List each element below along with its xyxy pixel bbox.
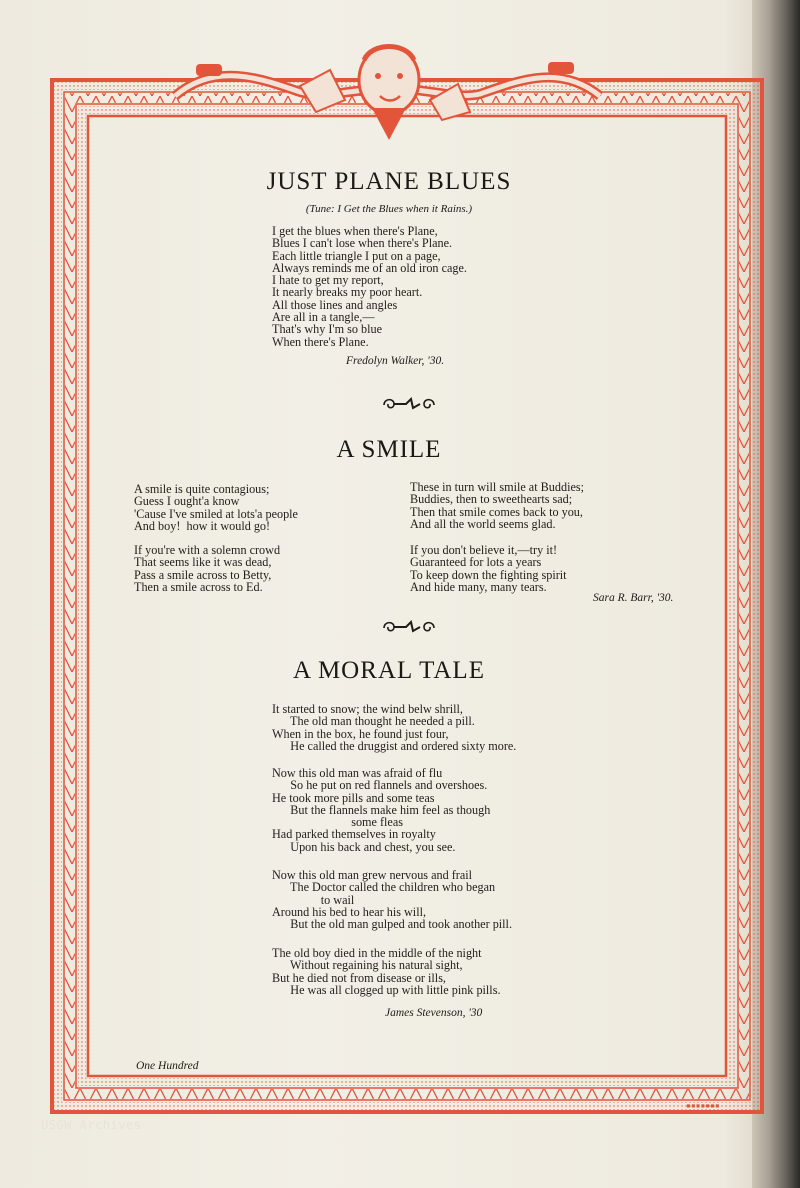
- poem-stanza: Now this old man was afraid of flu So he put on red flannels and overshoes. He took more pills and some teas But the flannels make him feel as though some fleas Had parked themselves in royalty Upon his back and chest, you see.: [272, 766, 491, 854]
- poem-stanza: I get the blues when there's Plane, Blues I can't lose when there's Plane. Each little triangle I put on a page, Always reminds me of an old iron cage. I hate to get my report, It nearly breaks my poor heart. All those lines and angles Are all in a tangle,— That's why I'm so blue When there's Plane.: [272, 224, 467, 349]
- poem-author: Fredolyn Walker, '30.: [346, 355, 445, 367]
- page-number: One Hundred: [136, 1060, 199, 1072]
- poem-author: James Stevenson, '30: [385, 1007, 483, 1019]
- poem-stanza: It started to snow; the wind belw shrill, The old man thought he needed a pill. When in the box, he found just four, He called the druggist and ordered sixty more.: [272, 702, 517, 753]
- swash-ornament-icon: [380, 618, 438, 636]
- poem-stanza: If you don't believe it,—try it! Guaranteed for lots a years To keep down the fighting spirit And hide many, many tears.: [410, 543, 567, 594]
- poem-stanza: If you're with a solemn crowd That seems like it was dead, Pass a smile across to Betty, Then a smile across to Ed.: [134, 543, 281, 594]
- poem-title: A SMILE: [336, 436, 442, 463]
- poem-author: Sara R. Barr, '30.: [593, 592, 674, 604]
- svg-text:▪▪▪▪▪▪▪: ▪▪▪▪▪▪▪: [686, 1101, 720, 1110]
- poem-title: A MORAL TALE: [293, 657, 485, 684]
- swash-ornament-icon: [380, 395, 438, 413]
- poem-stanza: The old boy died in the middle of the night Without regaining his natural sight, But he died not from disease or ills, He was all clogged up with little pink pills.: [272, 946, 501, 997]
- poem-stanza: These in turn will smile at Buddies; Buddies, then to sweethearts sad; Then that smile comes back to you, And all the world seems glad.: [410, 480, 584, 531]
- poem-title: JUST PLANE BLUES: [266, 168, 512, 195]
- poem-stanza: Now this old man grew nervous and frail The Doctor called the children who began to wail Around his bed to hear his will, But the old man gulped and took another pill.: [272, 868, 512, 932]
- archive-watermark: USGW Archives: [41, 1118, 142, 1132]
- poem-stanza: A smile is quite contagious; Guess I ought'a know 'Cause I've smiled at lots'a people And boy! how it would go!: [134, 482, 298, 533]
- poem-tune-note: (Tune: I Get the Blues when it Rains.): [305, 203, 473, 215]
